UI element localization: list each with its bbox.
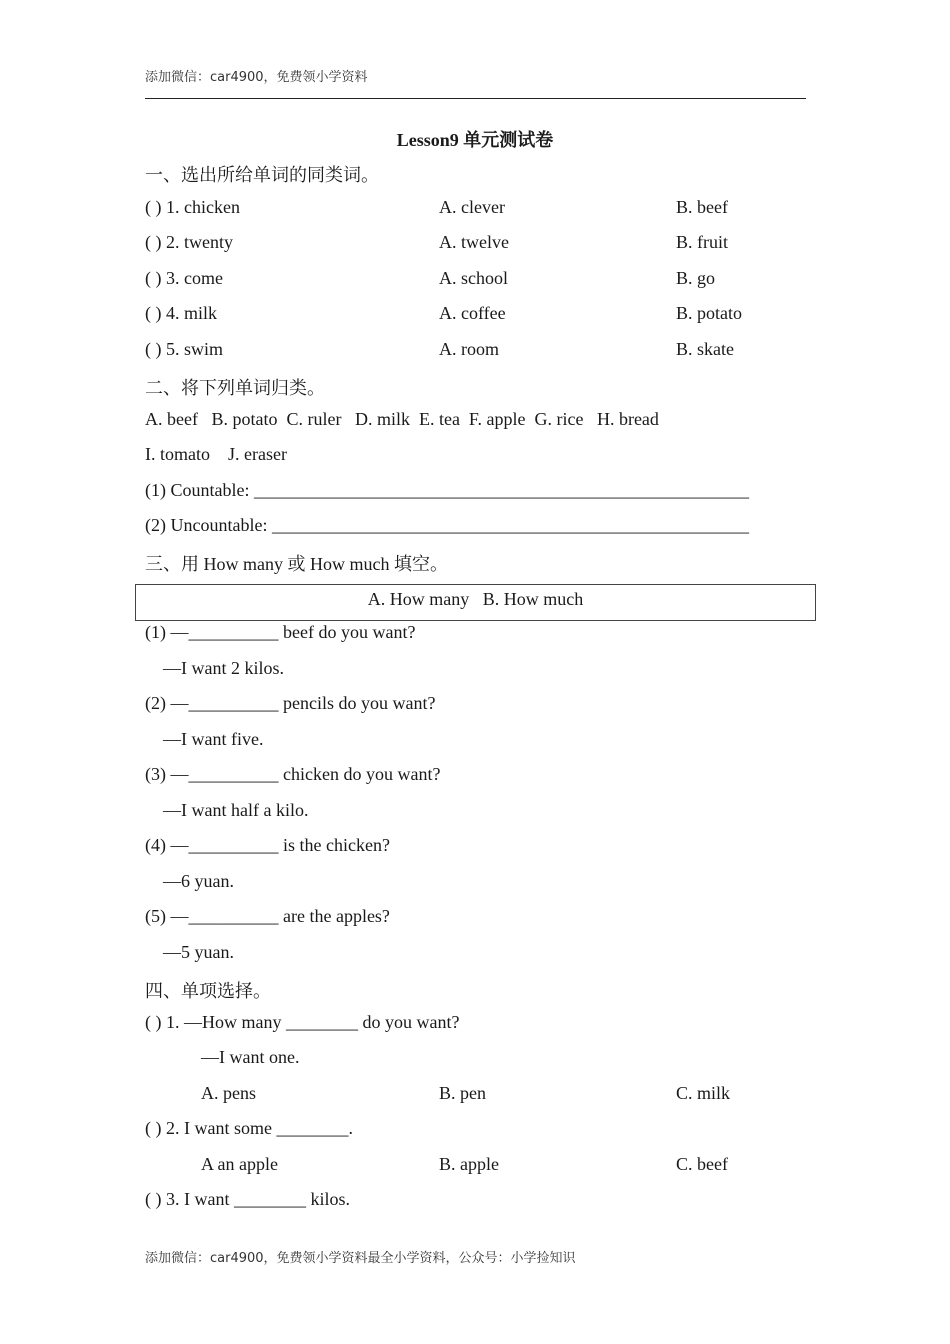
answer-choices-box bbox=[135, 584, 816, 621]
s1-option-a: A. coffee bbox=[439, 303, 506, 323]
uncountable-line: (2) Uncountable: _____________________________________________________ bbox=[145, 515, 749, 535]
section3-heading: 三、用 How many 或 How much 填空。 bbox=[145, 554, 448, 574]
s4-option-a: A an apple bbox=[201, 1154, 278, 1174]
s1-option-b: B. skate bbox=[676, 339, 734, 359]
s3-question: (4) —__________ is the chicken? bbox=[145, 835, 390, 855]
page-title: Lesson9 单元测试卷 bbox=[396, 130, 554, 150]
s1-option-b: B. beef bbox=[676, 197, 728, 217]
footer-text: 添加微信：car4900，免费领小学资料最全小学资料，公众号：小学捡知识 bbox=[145, 1251, 576, 1266]
s3-answer: —5 yuan. bbox=[163, 942, 234, 962]
s1-option-b: B. fruit bbox=[676, 232, 728, 252]
s3-question: (1) —__________ beef do you want? bbox=[145, 622, 416, 642]
s1-question: ( ) 1. chicken bbox=[145, 197, 240, 217]
answer-choices-text: A. How many B. How much bbox=[367, 589, 584, 609]
s3-question: (5) —__________ are the apples? bbox=[145, 906, 390, 926]
s4-question: ( ) 1. —How many ________ do you want? bbox=[145, 1012, 460, 1032]
word-bank-line2: I. tomato J. eraser bbox=[145, 444, 287, 464]
s3-question: (2) —__________ pencils do you want? bbox=[145, 693, 436, 713]
s3-question: (3) —__________ chicken do you want? bbox=[145, 764, 441, 784]
s1-option-a: A. twelve bbox=[439, 232, 509, 252]
s3-answer: —I want five. bbox=[163, 729, 264, 749]
s4-option-a: A. pens bbox=[201, 1083, 256, 1103]
s1-option-a: A. clever bbox=[439, 197, 505, 217]
section1-heading: 一、选出所给单词的同类词。 bbox=[145, 165, 379, 185]
s3-answer: —I want half a kilo. bbox=[163, 800, 309, 820]
s1-option-b: B. potato bbox=[676, 303, 742, 323]
s1-option-a: A. room bbox=[439, 339, 499, 359]
s4-option-c: C. beef bbox=[676, 1154, 728, 1174]
s3-answer: —I want 2 kilos. bbox=[163, 658, 284, 678]
header-text: 添加微信：car4900，免费领小学资料 bbox=[145, 70, 368, 85]
section2-heading: 二、将下列单词归类。 bbox=[145, 378, 325, 398]
s4-option-c: C. milk bbox=[676, 1083, 731, 1103]
s1-question: ( ) 2. twenty bbox=[145, 232, 233, 252]
s1-option-b: B. go bbox=[676, 268, 716, 288]
header-divider bbox=[145, 98, 806, 99]
s1-option-a: A. school bbox=[439, 268, 508, 288]
s4-option-b: B. apple bbox=[439, 1154, 499, 1174]
word-bank-line1: A. beef B. potato C. ruler D. milk E. tea F. apple G. rice H. bread bbox=[145, 409, 659, 429]
s1-question: ( ) 5. swim bbox=[145, 339, 223, 359]
section4-heading: 四、单项选择。 bbox=[145, 981, 271, 1001]
countable-line: (1) Countable: _______________________________________________________ bbox=[145, 480, 749, 500]
s3-answer: —6 yuan. bbox=[163, 871, 234, 891]
s4-reply: —I want one. bbox=[201, 1047, 300, 1067]
s4-option-b: B. pen bbox=[439, 1083, 486, 1103]
s1-question: ( ) 3. come bbox=[145, 268, 223, 288]
s1-question: ( ) 4. milk bbox=[145, 303, 217, 323]
s4-question: ( ) 2. I want some ________. bbox=[145, 1118, 353, 1138]
s4-question: ( ) 3. I want ________ kilos. bbox=[145, 1189, 350, 1209]
